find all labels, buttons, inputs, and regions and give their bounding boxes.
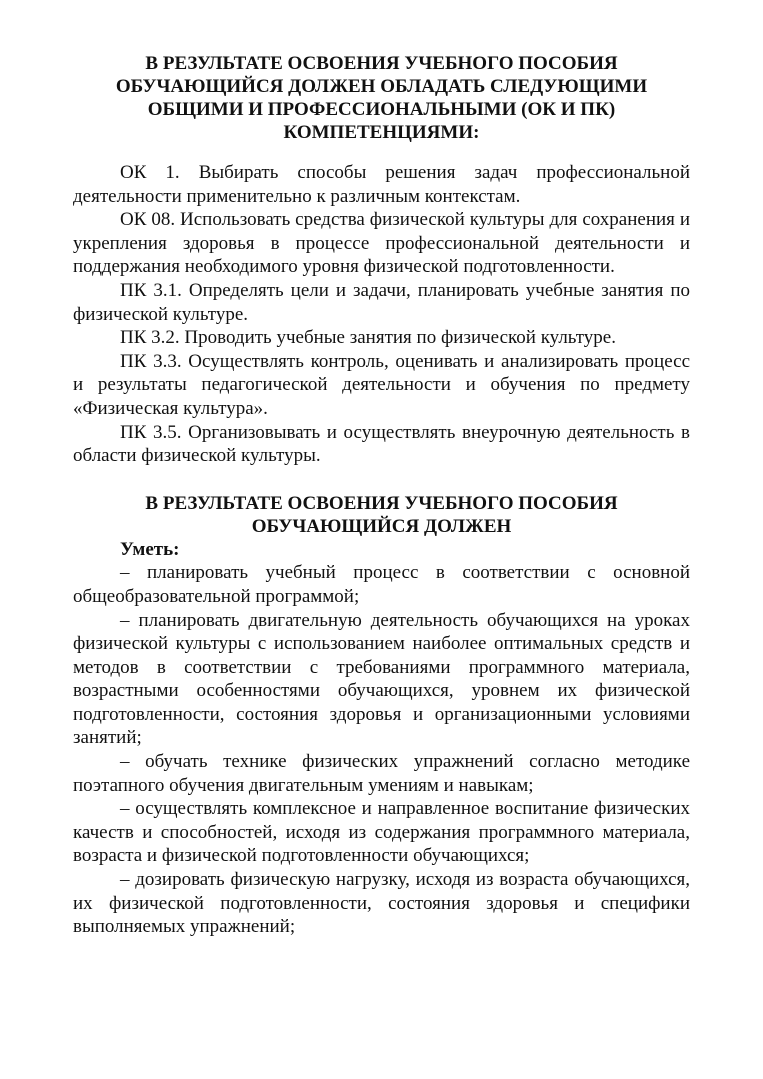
competency-pk-3-5: ПК 3.5. Организовывать и осуществлять внеурочную деятельность в области физической культуры.	[73, 421, 690, 467]
skill-item: – планировать двигательную деятельность обучающихся на уроках физической культуры с использованием наиболее оптимальных средств и методов в соответствии с требованиями программного материала, возрастными особенностями обучающихся, уровнем их физической подготовленности, состояния здоровья и организационными условиями занятий;	[73, 609, 690, 749]
competency-pk-3-3: ПК 3.3. Осуществлять контроль, оценивать и анализировать процесс и результаты педагогической деятельности и обучения по предмету «Физическая культура».	[73, 350, 690, 419]
heading-line: ОБЩИМИ И ПРОФЕССИОНАЛЬНЫМИ (ОК И ПК)	[147, 99, 616, 120]
skills-list	[73, 561, 690, 939]
heading-line: В РЕЗУЛЬТАТЕ ОСВОЕНИЯ УЧЕБНОГО ПОСОБИЯ	[145, 492, 618, 514]
heading-line: ОБУЧАЮЩИЙСЯ ДОЛЖЕН ОБЛАДАТЬ СЛЕДУЮЩИМИ	[115, 76, 648, 97]
skills-subheading: Уметь:	[120, 538, 180, 560]
competency-ok-08: ОК 08. Использовать средства физической культуры для сохранения и укрепления здоровья в процессе профессиональной деятельности и поддержания необходимого уровня физической подготовленности.	[73, 209, 690, 278]
competency-pk-3-1: ПК 3.1. Определять цели и задачи, планировать учебные занятия по физической культуре.	[73, 279, 690, 325]
heading-line: ОБУЧАЮЩИЙСЯ ДОЛЖЕН	[251, 515, 512, 537]
competency-pk-3-2: ПК 3.2. Проводить учебные занятия по физической культуре.	[120, 327, 616, 349]
competencies-heading	[73, 52, 690, 144]
heading-line: КОМПЕТЕНЦИЯМИ:	[283, 122, 480, 143]
skill-item: – дозировать физическую нагрузку, исходя из возраста обучающихся, их физической подготовленности, состояния здоровья и специфики выполняемых упражнений;	[73, 869, 690, 938]
competency-ok-1: ОК 1. Выбирать способы решения задач профессиональной деятельности применительно к различным контекстам.	[73, 162, 690, 207]
competencies-list	[73, 161, 690, 468]
skill-item: – осуществлять комплексное и направленное воспитание физических качеств и способностей, исходя из содержания программного материала, возраста и физической подготовленности обучающихся;	[73, 798, 690, 867]
heading-line: В РЕЗУЛЬТАТЕ ОСВОЕНИЯ УЧЕБНОГО ПОСОБИЯ	[145, 53, 618, 74]
skill-item: – планировать учебный процесс в соответствии с основной общеобразовательной программой;	[73, 562, 690, 607]
outcomes-heading	[73, 492, 690, 538]
skill-item: – обучать технике физических упражнений согласно методике поэтапного обучения двигательным умениям и навыкам;	[73, 751, 690, 796]
